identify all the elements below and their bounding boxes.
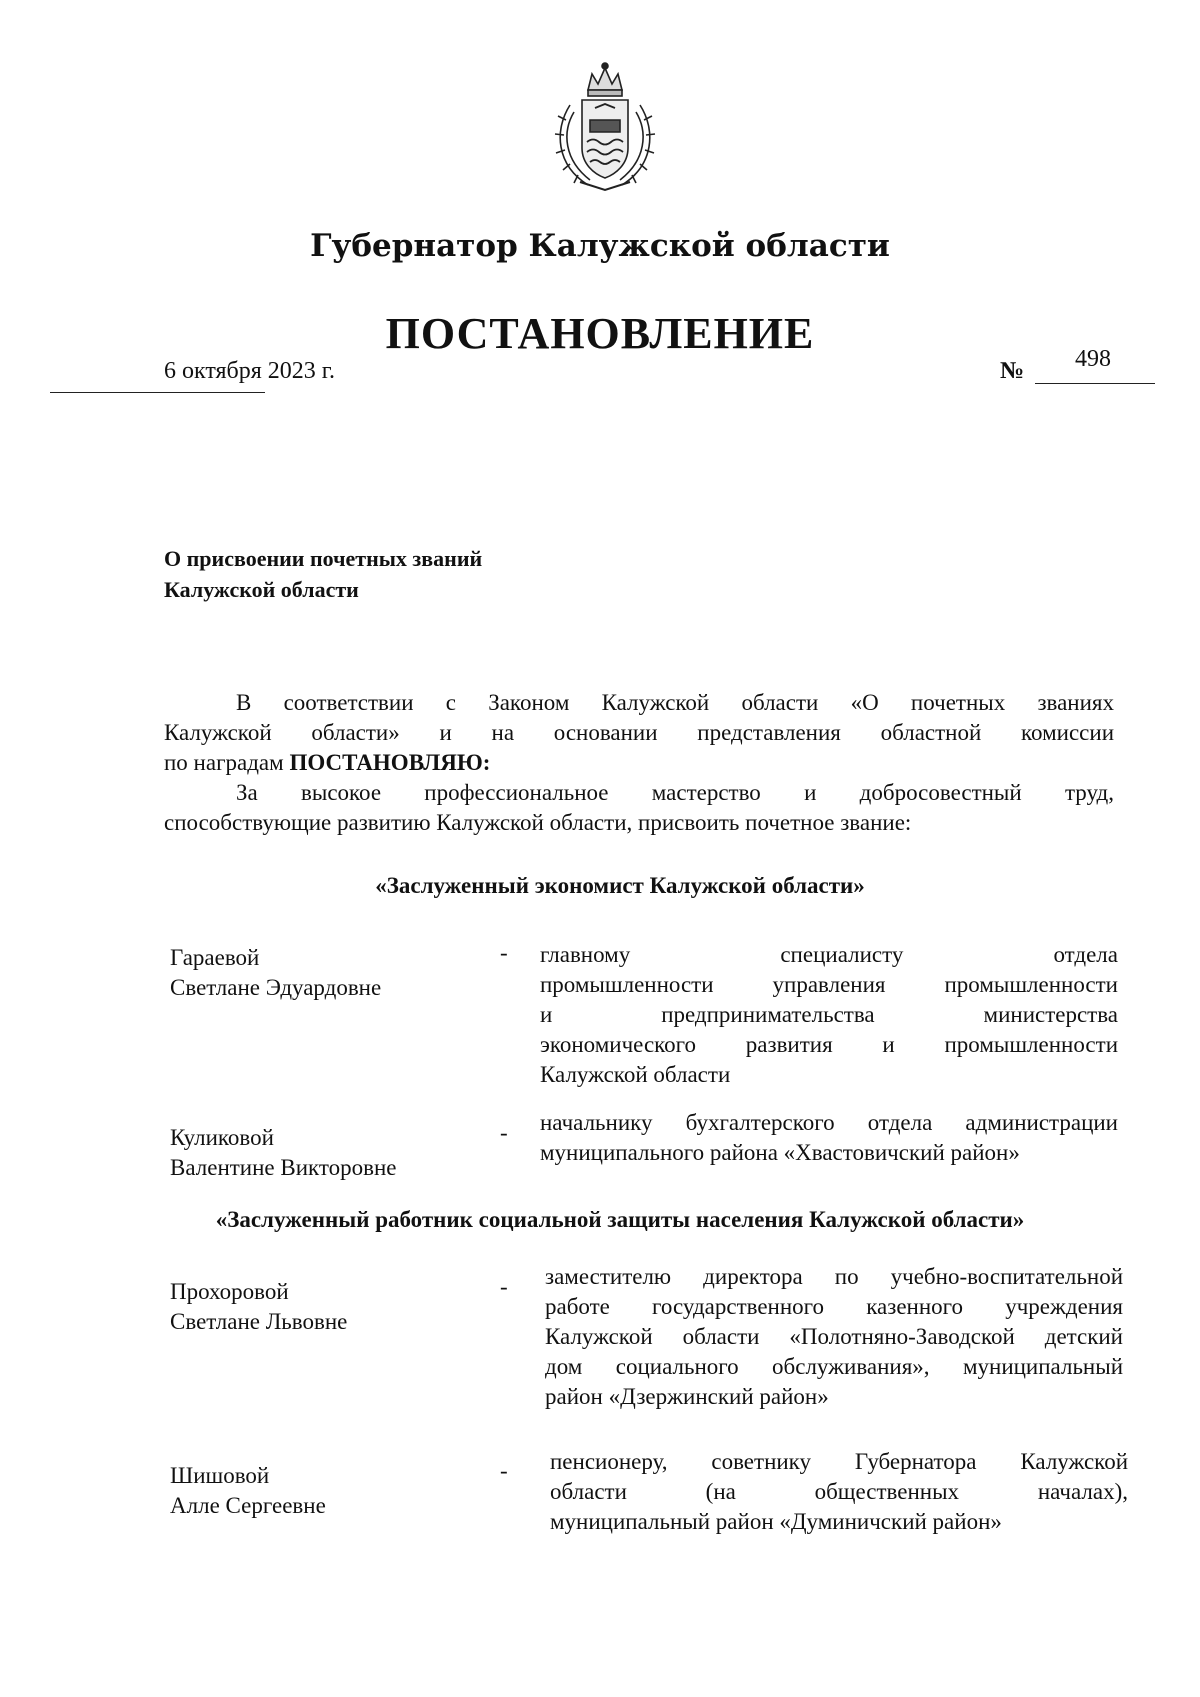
recipient-position bbox=[545, 1262, 1123, 1412]
recipient-surname: Прохоровой bbox=[170, 1279, 289, 1304]
separator-dash: - bbox=[500, 1458, 508, 1483]
position-line: муниципальный район «Думиничский район» bbox=[550, 1509, 1002, 1534]
recipient-surname: Гараевой bbox=[170, 945, 260, 970]
position-line: Калужской области bbox=[540, 1062, 731, 1087]
separator-dash: - bbox=[500, 1120, 508, 1145]
document-type: ПОСТАНОВЛЕНИЕ bbox=[385, 309, 815, 358]
separator-dash: - bbox=[500, 1274, 508, 1299]
preamble-line bbox=[164, 748, 1114, 778]
coat-of-arms-emblem bbox=[540, 60, 670, 195]
date-underline bbox=[50, 392, 265, 393]
separator-dash: - bbox=[500, 940, 508, 965]
preamble-text: по наградам bbox=[164, 750, 290, 775]
preamble-line: Калужской области» и на основании представления областной комиссии bbox=[164, 720, 1114, 745]
document-date: 6 октября 2023 г. bbox=[164, 358, 335, 384]
number-underline bbox=[1035, 383, 1155, 384]
recipient-position bbox=[540, 940, 1118, 1090]
position-line: Калужской области «Полотняно-Заводской детский bbox=[545, 1324, 1123, 1349]
position-line: главному специалисту отдела bbox=[540, 942, 1118, 967]
position-line: и предпринимательства министерства bbox=[540, 1002, 1118, 1027]
recipient-name bbox=[170, 1123, 397, 1183]
recipient-surname: Куликовой bbox=[170, 1125, 274, 1150]
recipient-name bbox=[170, 1461, 326, 1521]
preamble-line: За высокое профессиональное мастерство и добросовестный труд, bbox=[236, 780, 1114, 805]
number-label: № bbox=[1000, 358, 1025, 384]
coat-of-arms-icon bbox=[540, 60, 670, 195]
position-line: пенсионеру, советнику Губернатора Калужской bbox=[550, 1449, 1128, 1474]
recipient-surname: Шишовой bbox=[170, 1463, 270, 1488]
position-line: муниципального района «Хвастовичский район» bbox=[540, 1140, 1020, 1165]
issuer-title: Губернатор Калужской области bbox=[310, 228, 890, 264]
preamble-line: В соответствии с Законом Калужской области «О почетных званиях bbox=[236, 690, 1114, 715]
preamble-line: способствующие развитию Калужской области, присвоить почетное звание: bbox=[164, 810, 912, 835]
decree-keyword: ПОСТАНОВЛЯЮ: bbox=[289, 750, 491, 775]
position-line: области (на общественных началах), bbox=[550, 1479, 1128, 1504]
document-subject bbox=[164, 543, 482, 605]
position-line: промышленности управления промышленности bbox=[540, 972, 1118, 997]
recipient-position bbox=[550, 1447, 1128, 1537]
position-line: дом социального обслуживания», муниципальный bbox=[545, 1354, 1123, 1379]
subject-line: Калужской области bbox=[164, 577, 359, 602]
recipient-name bbox=[170, 943, 381, 1003]
award-title: «Заслуженный работник социальной защиты населения Калужской области» bbox=[215, 1207, 1025, 1232]
position-line: начальнику бухгалтерского отдела администрации bbox=[540, 1110, 1118, 1135]
award-title: «Заслуженный экономист Калужской области» bbox=[375, 873, 865, 898]
recipient-position bbox=[540, 1108, 1118, 1168]
recipient-given-name: Светлане Эдуардовне bbox=[170, 975, 382, 1000]
position-line: заместителю директора по учебно-воспитательной bbox=[545, 1264, 1123, 1289]
subject-line: О присвоении почетных званий bbox=[164, 546, 483, 571]
position-line: район «Дзержинский район» bbox=[545, 1384, 829, 1409]
document-number: 498 bbox=[1075, 346, 1111, 372]
recipient-name bbox=[170, 1277, 347, 1337]
position-line: работе государственного казенного учреждения bbox=[545, 1294, 1123, 1319]
recipient-given-name: Валентине Викторовне bbox=[170, 1155, 397, 1180]
recipient-given-name: Алле Сергеевне bbox=[170, 1493, 326, 1518]
preamble-paragraph-1 bbox=[164, 688, 1114, 838]
recipient-given-name: Светлане Львовне bbox=[170, 1309, 348, 1334]
position-line: экономического развития и промышленности bbox=[540, 1032, 1118, 1057]
